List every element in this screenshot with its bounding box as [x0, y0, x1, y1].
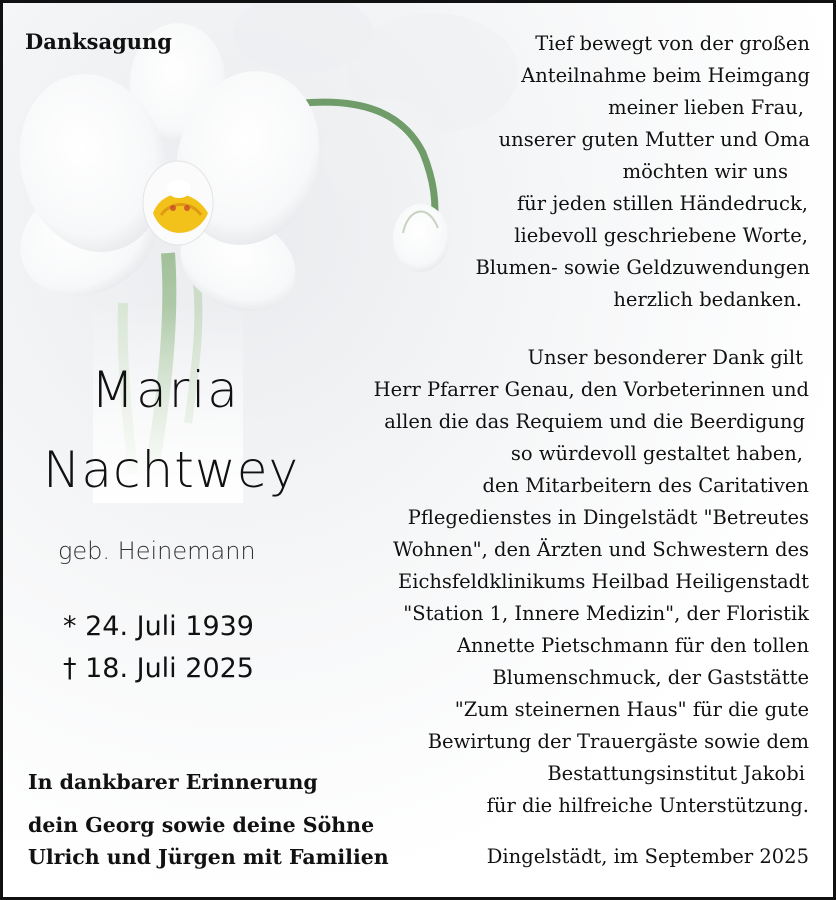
thanks-line: liebevoll geschriebene Worte,	[514, 224, 808, 247]
special-line: für die hilfreiche Unterstützung.	[486, 794, 809, 817]
place-date: Dingelstädt, im September 2025	[486, 845, 809, 868]
thanks-paragraph	[475, 28, 810, 316]
death-date: † 18. Juli 2025	[63, 653, 254, 684]
thanks-line: Blumen- sowie Geldzuwendungen	[475, 256, 810, 279]
special-line: "Zum steinernen Haus" für die gute	[454, 698, 809, 721]
special-line: allen die das Requiem und die Beerdigung	[384, 410, 805, 433]
special-line: Unser besonderer Dank gilt	[527, 346, 803, 369]
special-line: Bestattungsinstitut Jakobi	[547, 762, 805, 785]
special-line: Blumenschmuck, der Gaststätte	[492, 666, 809, 689]
birth-name: geb. Heinemann	[58, 537, 256, 565]
thanks-line: meiner lieben Frau,	[608, 96, 804, 119]
birth-date: * 24. Juli 1939	[63, 611, 254, 642]
heading-danksagung: Danksagung	[25, 29, 172, 54]
special-line: Annette Pietschmann für den tollen	[456, 634, 809, 657]
special-line: Eichsfeldklinikums Heilbad Heiligenstadt	[397, 570, 809, 593]
signature-line-2: Ulrich und Jürgen mit Familien	[28, 845, 389, 869]
special-line: Bewirtung der Trauergäste sowie dem	[427, 730, 809, 753]
thanks-line: herzlich bedanken.	[613, 288, 802, 311]
deceased-last-name: Nachtwey	[43, 441, 300, 499]
special-thanks-paragraph	[374, 342, 809, 822]
thanks-line: Tief bewegt von der großen	[535, 32, 810, 55]
special-line: "Station 1, Innere Medizin", der Floristik	[403, 602, 809, 625]
special-line: Wohnen", den Ärzten und Schwestern des	[393, 538, 809, 561]
thanks-line: unserer guten Mutter und Oma	[498, 128, 810, 151]
special-line: Pflegedienstes in Dingelstädt "Betreutes	[407, 506, 809, 529]
deceased-first-name: Maria	[91, 361, 240, 419]
special-line: Herr Pfarrer Genau, den Vorbeterinnen und	[373, 378, 809, 401]
thanks-line: für jeden stillen Händedruck,	[516, 192, 808, 215]
special-line: den Mitarbeitern des Caritativen	[482, 474, 809, 497]
thanks-line: Anteilnahme beim Heimgang	[521, 64, 810, 87]
signature-line-1: dein Georg sowie deine Söhne	[28, 813, 375, 837]
memory-line: In dankbarer Erinnerung	[28, 770, 318, 794]
thanks-line: möchten wir uns	[622, 160, 788, 183]
special-line: so würdevoll gestaltet haben,	[510, 442, 803, 465]
